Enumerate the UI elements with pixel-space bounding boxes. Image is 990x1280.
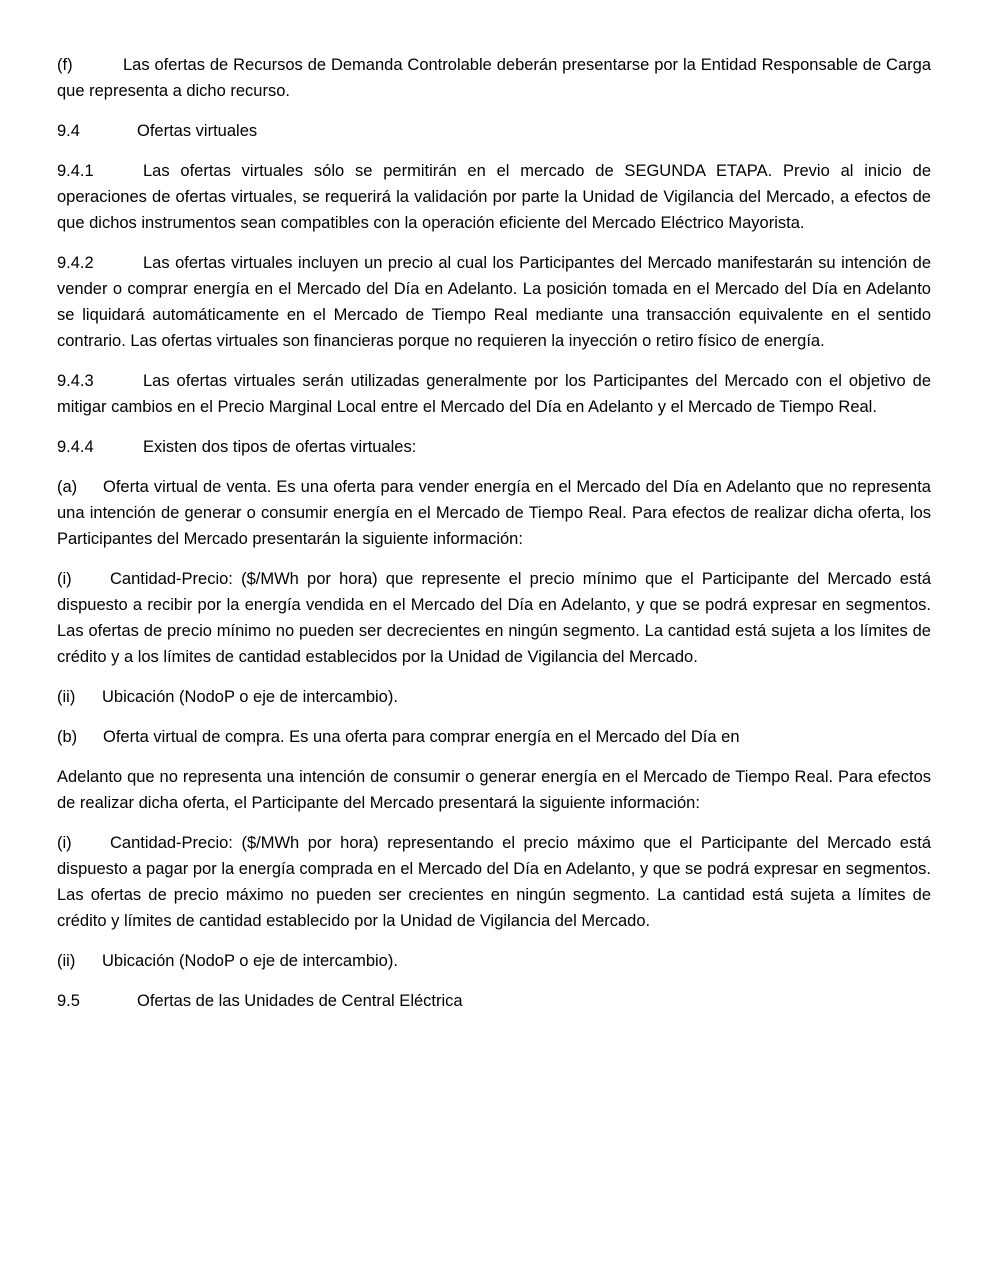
paragraph-text: Existen dos tipos de ofertas virtuales: bbox=[143, 438, 417, 456]
paragraph-f bbox=[57, 52, 931, 104]
paragraph-item-b-i bbox=[57, 830, 931, 934]
section-number: 9.5 bbox=[57, 992, 80, 1010]
paragraph-label: 9.4.2 bbox=[57, 254, 94, 272]
paragraph-label: (a) bbox=[57, 478, 78, 496]
paragraph-9-4-3 bbox=[57, 368, 931, 420]
paragraph-text: Cantidad-Precio: ($/MWh por hora) representando el precio máximo que el Participante del Mercado está dispuesto a pagar por la energía comprada en el Mercado del Día en Adelanto, y que se podrá expresar en segmentos. Las ofertas de precio máximo no pueden ser crecientes en ningún segmento. La cantidad está sujeta a límites de crédito y límites de cantidad establecido por la Unidad de Vigilancia del Mercado. bbox=[57, 834, 931, 930]
paragraph-label: (ii) bbox=[57, 952, 76, 970]
paragraph-label: (f) bbox=[57, 56, 73, 74]
paragraph-text: Oferta virtual de venta. Es una oferta para vender energía en el Mercado del Día en Adelanto que no representa una intención de generar o consumir energía en el Mercado de Tiempo Real. Para efectos de realizar dicha oferta, los Participantes del Mercado presentarán la siguiente información: bbox=[57, 478, 931, 548]
section-title: Ofertas de las Unidades de Central Eléctrica bbox=[137, 992, 463, 1010]
paragraph-text: Las ofertas virtuales serán utilizadas generalmente por los Participantes del Mercado con el objetivo de mitigar cambios en el Precio Marginal Local entre el Mercado del Día en Adelanto y el Mercado de Tiempo Real. bbox=[57, 372, 931, 416]
paragraph-item-a bbox=[57, 474, 931, 552]
paragraph-text: Las ofertas virtuales sólo se permitirán en el mercado de SEGUNDA ETAPA. Previo al inicio de operaciones de ofertas virtuales, se requerirá la validación por parte la Unidad de Vigilancia del Mercado, a efectos de que dichos instrumentos sean compatibles con la operación eficiente del Mercado Eléctrico Mayorista. bbox=[57, 162, 931, 232]
paragraph-9-4-4 bbox=[57, 434, 931, 460]
paragraph-text: Adelanto que no representa una intención de consumir o generar energía en el Mercado de Tiempo Real. Para efectos de realizar dicha oferta, el Participante del Mercado presentará la siguiente información: bbox=[57, 768, 931, 812]
paragraph-text: Oferta virtual de compra. Es una oferta para comprar energía en el Mercado del Día en bbox=[103, 728, 740, 746]
section-heading-9-4 bbox=[57, 118, 931, 144]
paragraph-text: Las ofertas de Recursos de Demanda Controlable deberán presentarse por la Entidad Responsable de Carga que representa a dicho recurso. bbox=[57, 56, 931, 100]
paragraph-text: Las ofertas virtuales incluyen un precio al cual los Participantes del Mercado manifestarán su intención de vender o comprar energía en el Mercado del Día en Adelanto. La posición tomada en el Mercado del Día en Adelanto se liquidará automáticamente en el Mercado de Tiempo Real mediante una transacción equivalente en el sentido contrario. Las ofertas virtuales son financieras porque no requieren la inyección o retiro físico de energía. bbox=[57, 254, 931, 350]
paragraph-label: (i) bbox=[57, 570, 72, 588]
paragraph-9-4-1 bbox=[57, 158, 931, 236]
paragraph-text: Ubicación (NodoP o eje de intercambio). bbox=[102, 952, 398, 970]
paragraph-item-b-continuation bbox=[57, 764, 931, 816]
paragraph-item-a-i bbox=[57, 566, 931, 670]
paragraph-text: Ubicación (NodoP o eje de intercambio). bbox=[102, 688, 398, 706]
paragraph-label: 9.4.4 bbox=[57, 438, 94, 456]
paragraph-9-4-2 bbox=[57, 250, 931, 354]
paragraph-item-b bbox=[57, 724, 931, 750]
paragraph-label: (b) bbox=[57, 728, 78, 746]
section-title: Ofertas virtuales bbox=[137, 122, 258, 140]
paragraph-item-a-ii bbox=[57, 684, 931, 710]
paragraph-label: 9.4.3 bbox=[57, 372, 94, 390]
paragraph-label: 9.4.1 bbox=[57, 162, 94, 180]
paragraph-item-b-ii bbox=[57, 948, 931, 974]
paragraph-text: Cantidad-Precio: ($/MWh por hora) que represente el precio mínimo que el Participante del Mercado está dispuesto a recibir por la energía vendida en el Mercado del Día en Adelanto, y que se podrá expresar en segmentos. Las ofertas de precio mínimo no pueden ser decrecientes en ningún segmento. La cantidad está sujeta a los límites de crédito y a los límites de cantidad establecidos por la Unidad de Vigilancia del Mercado. bbox=[57, 570, 931, 666]
section-number: 9.4 bbox=[57, 122, 80, 140]
paragraph-label: (ii) bbox=[57, 688, 76, 706]
paragraph-label: (i) bbox=[57, 834, 72, 852]
section-heading-9-5 bbox=[57, 988, 931, 1014]
